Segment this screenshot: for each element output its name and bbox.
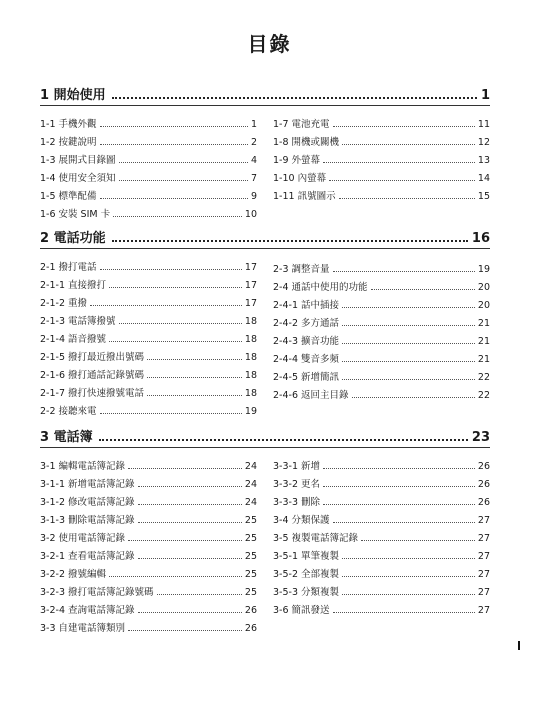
entry-title: 2-1-2 重撥 <box>40 298 88 309</box>
entry-title: 3-1-3 刪除電話簿記錄 <box>40 515 135 526</box>
toc-entry[interactable] <box>273 454 490 472</box>
entry-page-number: 27 <box>477 587 490 598</box>
entry-page-number: 27 <box>477 551 490 562</box>
toc-entry[interactable] <box>273 383 490 401</box>
toc-column-right <box>273 454 490 634</box>
entry-title: 1-11 訊號圖示 <box>273 191 336 202</box>
toc-entry[interactable] <box>273 311 490 329</box>
toc-column-right <box>273 255 490 417</box>
entry-title: 3-3-1 新增 <box>273 461 321 472</box>
entry-page-number: 14 <box>477 173 490 184</box>
entry-page-number: 7 <box>250 173 257 184</box>
entry-page-number: 18 <box>244 352 257 363</box>
dot-leader <box>113 216 242 217</box>
toc-entry[interactable] <box>273 130 490 148</box>
entry-title: 2-4-2 多方通話 <box>273 318 340 329</box>
entry-page-number: 27 <box>477 569 490 580</box>
toc-entry[interactable] <box>40 616 257 634</box>
dot-leader <box>119 162 248 163</box>
toc-entry[interactable] <box>273 365 490 383</box>
toc-entry[interactable] <box>40 454 257 472</box>
dot-leader <box>138 558 242 559</box>
dot-leader <box>99 439 468 441</box>
dot-leader <box>128 468 242 469</box>
entry-page-number: 20 <box>477 282 490 293</box>
entry-title: 2-1-1 直接撥打 <box>40 280 107 291</box>
entry-title: 3-1-1 新增電話簿記錄 <box>40 479 135 490</box>
dot-leader <box>342 576 475 577</box>
entry-page-number: 26 <box>244 623 257 634</box>
entry-page-number: 25 <box>244 587 257 598</box>
toc-entry[interactable] <box>273 598 490 616</box>
dot-leader <box>342 325 475 326</box>
dot-leader <box>109 576 242 577</box>
entry-title: 3-2-1 查看電話簿記錄 <box>40 551 135 562</box>
entry-page-number: 27 <box>477 515 490 526</box>
section-title: 2 電話功能 <box>40 231 106 246</box>
entry-page-number: 22 <box>477 390 490 401</box>
section-heading[interactable] <box>40 427 490 448</box>
toc-column-left <box>40 255 257 417</box>
entry-page-number: 21 <box>477 354 490 365</box>
toc-entry[interactable] <box>273 472 490 490</box>
dot-leader <box>100 269 242 270</box>
dot-leader <box>333 612 475 613</box>
entry-page-number: 20 <box>477 300 490 311</box>
toc-entry[interactable] <box>273 490 490 508</box>
entry-title: 1-1 手機外觀 <box>40 119 97 130</box>
dot-leader <box>109 287 242 288</box>
toc-entry[interactable] <box>40 508 257 526</box>
toc-entry[interactable] <box>273 148 490 166</box>
dot-leader <box>361 540 475 541</box>
entry-page-number: 26 <box>477 479 490 490</box>
entry-title: 2-4 通話中使用的功能 <box>273 282 368 293</box>
dot-leader <box>90 305 242 306</box>
dot-leader <box>342 558 475 559</box>
dot-leader <box>342 594 475 595</box>
entry-title: 2-1-3 電話簿撥號 <box>40 316 116 327</box>
entry-title: 1-6 安裝 SIM 卡 <box>40 209 111 220</box>
toc-entry[interactable] <box>40 255 257 273</box>
toc-entry[interactable] <box>40 544 257 562</box>
entry-title: 3-2-2 撥號編輯 <box>40 569 107 580</box>
toc-entry[interactable] <box>40 562 257 580</box>
dot-leader <box>100 198 248 199</box>
toc-entry[interactable] <box>40 202 257 220</box>
entry-title: 3-2-4 查詢電話簿記錄 <box>40 605 135 616</box>
entry-title: 2-1-7 撥打快速撥號電話 <box>40 388 145 399</box>
entry-page-number: 12 <box>477 137 490 148</box>
toc-entry[interactable] <box>273 508 490 526</box>
toc-entry[interactable] <box>273 257 490 275</box>
entry-title: 3-5 複製電話簿記錄 <box>273 533 359 544</box>
entry-page-number: 25 <box>244 551 257 562</box>
dot-leader <box>138 486 242 487</box>
toc-entry[interactable] <box>40 381 257 399</box>
dot-leader <box>147 395 242 396</box>
dot-leader <box>342 361 475 362</box>
dot-leader <box>333 126 475 127</box>
toc-entry[interactable] <box>40 363 257 381</box>
entry-title: 3-3 自建電話簿類別 <box>40 623 126 634</box>
entry-title: 2-4-5 新增簡訊 <box>273 372 340 383</box>
dot-leader <box>128 630 242 631</box>
entry-page-number: 17 <box>244 298 257 309</box>
entry-page-number: 25 <box>244 569 257 580</box>
entry-title: 3-2-3 撥打電話簿記錄號碼 <box>40 587 154 598</box>
toc-entry[interactable] <box>273 562 490 580</box>
toc-entry[interactable] <box>273 580 490 598</box>
entry-title: 2-2 接聽來電 <box>40 406 97 417</box>
dot-leader <box>342 379 475 380</box>
toc-entry[interactable] <box>40 598 257 616</box>
entry-page-number: 18 <box>244 388 257 399</box>
dot-leader <box>112 240 468 242</box>
entry-title: 2-1 撥打電話 <box>40 262 97 273</box>
entry-page-number: 24 <box>244 479 257 490</box>
entry-title: 3-1 編輯電話簿記錄 <box>40 461 126 472</box>
dot-leader <box>339 198 475 199</box>
dot-leader <box>109 341 242 342</box>
entry-title: 3-3-3 刪除 <box>273 497 321 508</box>
entry-page-number: 19 <box>477 264 490 275</box>
dot-leader <box>128 540 242 541</box>
toc-entry[interactable] <box>40 526 257 544</box>
toc-entry[interactable] <box>40 130 257 148</box>
entry-title: 3-1-2 修改電話簿記錄 <box>40 497 135 508</box>
entry-title: 2-1-4 語音撥號 <box>40 334 107 345</box>
toc-section-2 <box>40 228 490 417</box>
entry-page-number: 25 <box>244 533 257 544</box>
dot-leader <box>342 307 475 308</box>
section-heading[interactable] <box>40 85 490 106</box>
toc-entry[interactable] <box>273 293 490 311</box>
entry-title: 1-3 展開式目錄圖 <box>40 155 116 166</box>
entry-title: 2-4-3 擴音功能 <box>273 336 340 347</box>
toc-entry[interactable] <box>40 580 257 598</box>
entry-title: 3-3-2 更名 <box>273 479 321 490</box>
entry-page-number: 13 <box>477 155 490 166</box>
dot-leader <box>323 504 475 505</box>
toc-entry[interactable] <box>273 112 490 130</box>
entry-page-number: 21 <box>477 336 490 347</box>
entry-page-number: 1 <box>250 119 257 130</box>
dot-leader <box>323 162 475 163</box>
section-page-number: 23 <box>471 430 490 445</box>
entry-title: 1-9 外螢幕 <box>273 155 321 166</box>
entry-page-number: 26 <box>244 605 257 616</box>
entry-page-number: 11 <box>477 119 490 130</box>
dot-leader <box>371 289 475 290</box>
dot-leader <box>138 612 242 613</box>
dot-leader <box>119 323 242 324</box>
page-number-marker <box>518 641 520 650</box>
toc-entry[interactable] <box>40 291 257 309</box>
dot-leader <box>333 522 475 523</box>
dot-leader <box>147 359 242 360</box>
entry-page-number: 10 <box>244 209 257 220</box>
toc-entry[interactable] <box>40 399 257 417</box>
entry-page-number: 18 <box>244 370 257 381</box>
entry-title: 2-4-6 返回主目錄 <box>273 390 349 401</box>
entry-title: 3-4 分類保護 <box>273 515 330 526</box>
toc-entry[interactable] <box>40 345 257 363</box>
toc-entry[interactable] <box>273 347 490 365</box>
dot-leader <box>323 486 475 487</box>
section-title: 1 開始使用 <box>40 88 106 103</box>
entry-title: 3-5-1 單筆複製 <box>273 551 340 562</box>
toc-entry[interactable] <box>40 148 257 166</box>
toc-entry[interactable] <box>273 526 490 544</box>
entry-title: 1-4 使用安全須知 <box>40 173 116 184</box>
entry-title: 1-2 按鍵說明 <box>40 137 97 148</box>
entry-page-number: 26 <box>477 497 490 508</box>
entry-title: 2-4-4 雙音多頻 <box>273 354 340 365</box>
entry-title: 1-8 開機或關機 <box>273 137 340 148</box>
entry-title: 1-7 電池充電 <box>273 119 330 130</box>
toc-column-right <box>273 112 490 220</box>
dot-leader <box>329 180 475 181</box>
dot-leader <box>100 413 242 414</box>
section-page-number: 16 <box>471 231 490 246</box>
entry-page-number: 21 <box>477 318 490 329</box>
dot-leader <box>157 594 242 595</box>
entry-title: 3-5-3 分類複製 <box>273 587 340 598</box>
entry-page-number: 4 <box>250 155 257 166</box>
entry-title: 3-6 簡訊發送 <box>273 605 330 616</box>
toc-entry[interactable] <box>40 166 257 184</box>
entry-page-number: 17 <box>244 280 257 291</box>
dot-leader <box>112 97 477 99</box>
entry-page-number: 2 <box>250 137 257 148</box>
toc-section-1 <box>40 85 490 220</box>
entry-title: 1-10 內螢幕 <box>273 173 327 184</box>
entry-title: 2-4-1 話中插接 <box>273 300 340 311</box>
entry-title: 3-2 使用電話簿記錄 <box>40 533 126 544</box>
toc-entry[interactable] <box>273 166 490 184</box>
toc-column-left <box>40 454 257 634</box>
entry-page-number: 15 <box>477 191 490 202</box>
entry-page-number: 24 <box>244 461 257 472</box>
toc-entry[interactable] <box>273 544 490 562</box>
dot-leader <box>323 468 475 469</box>
entry-page-number: 26 <box>477 461 490 472</box>
toc-entry[interactable] <box>273 329 490 347</box>
toc-entry[interactable] <box>40 112 257 130</box>
dot-leader <box>100 126 248 127</box>
dot-leader <box>147 377 242 378</box>
dot-leader <box>342 343 475 344</box>
dot-leader <box>138 522 242 523</box>
toc-entry[interactable] <box>273 275 490 293</box>
toc-entry[interactable] <box>40 327 257 345</box>
section-page-number: 1 <box>480 88 490 103</box>
entry-title: 2-3 調整音量 <box>273 264 330 275</box>
toc-entry[interactable] <box>40 472 257 490</box>
entry-page-number: 19 <box>244 406 257 417</box>
toc-entry[interactable] <box>273 184 490 202</box>
entry-page-number: 27 <box>477 533 490 544</box>
entry-page-number: 25 <box>244 515 257 526</box>
dot-leader <box>333 271 475 272</box>
dot-leader <box>119 180 248 181</box>
entry-title: 2-1-6 撥打通話記錄號碼 <box>40 370 145 381</box>
dot-leader <box>100 144 248 145</box>
toc-section-3 <box>40 427 490 634</box>
entry-page-number: 17 <box>244 262 257 273</box>
toc-column-left <box>40 112 257 220</box>
section-title: 3 電話簿 <box>40 430 93 445</box>
dot-leader <box>138 504 242 505</box>
entry-title: 2-1-5 撥打最近撥出號碼 <box>40 352 145 363</box>
entry-page-number: 27 <box>477 605 490 616</box>
toc-entry[interactable] <box>40 273 257 291</box>
dot-leader <box>342 144 475 145</box>
section-heading[interactable] <box>40 228 490 249</box>
toc-entry[interactable] <box>40 184 257 202</box>
entry-title: 3-5-2 全部複製 <box>273 569 340 580</box>
dot-leader <box>352 397 475 398</box>
toc-entry[interactable] <box>40 309 257 327</box>
entry-page-number: 18 <box>244 316 257 327</box>
entry-page-number: 22 <box>477 372 490 383</box>
page-title: 目錄 <box>247 32 292 56</box>
entry-page-number: 18 <box>244 334 257 345</box>
entry-title: 1-5 標準配備 <box>40 191 97 202</box>
toc-entry[interactable] <box>40 490 257 508</box>
entry-page-number: 9 <box>250 191 257 202</box>
entry-page-number: 24 <box>244 497 257 508</box>
